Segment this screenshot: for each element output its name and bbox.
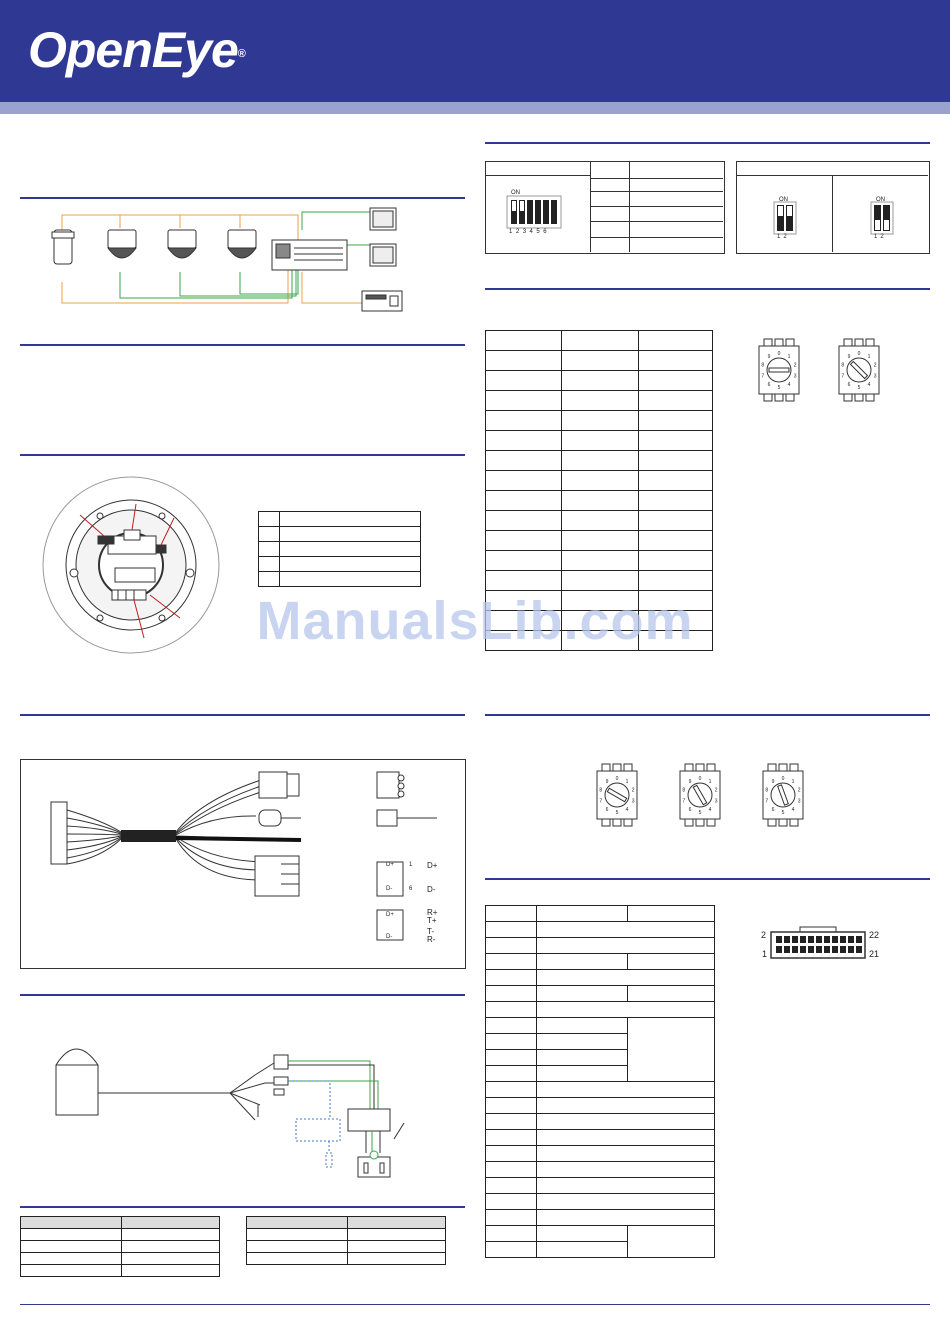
rotary-digit: 8 — [765, 787, 769, 794]
connector-pin — [808, 936, 814, 943]
rotary-digit: 1 — [787, 354, 791, 361]
rotary-digit: 4 — [787, 381, 791, 388]
connector-pin-2-label: 2 — [761, 930, 767, 940]
connector-pin — [832, 946, 838, 953]
dip2-on-label-b: ON — [876, 197, 885, 203]
camera-bullet-icon — [52, 230, 74, 264]
rotary-digit: 6 — [767, 381, 771, 388]
rotary-digit: 2 — [631, 787, 635, 794]
terminal-d-minus-label: D- — [427, 885, 436, 894]
rotary-digit: 2 — [873, 362, 877, 369]
connector-pin — [856, 946, 862, 953]
watermark-text: ManualsLib.com — [256, 591, 694, 651]
pin-assignment-table — [485, 905, 715, 1258]
rotary-digit: 2 — [797, 787, 801, 794]
connector-pin — [792, 946, 798, 953]
dvr-recorder-icon — [272, 240, 347, 270]
rotary-digit: 0 — [615, 776, 619, 782]
rotary-digit: 1 — [791, 779, 795, 786]
rotary-switch-icon — [760, 763, 806, 834]
terminal-t-plus-label: T+ — [427, 916, 437, 925]
rotary-digit: 5 — [857, 385, 861, 391]
rotary-digit: 7 — [599, 798, 603, 805]
rotary-digit: 7 — [761, 373, 765, 380]
connector-pin — [816, 936, 822, 943]
terminal-pin-6: 6 — [409, 886, 413, 892]
rotary-digit: 3 — [793, 373, 797, 380]
connector-pin — [848, 936, 854, 943]
power-wiring-diagram — [40, 1035, 450, 1185]
footer-rule — [20, 1304, 930, 1305]
rotary-digit: 1 — [867, 354, 871, 361]
dip-position-labels: 123456 — [509, 229, 551, 235]
connector-pin — [784, 936, 790, 943]
connector-pin — [824, 936, 830, 943]
rotary-digit: 4 — [791, 806, 795, 813]
section-rule-4 — [20, 714, 465, 716]
connector-pin-21-label: 21 — [869, 949, 880, 959]
connector-pin — [800, 936, 806, 943]
section-rule-r3 — [485, 714, 930, 716]
rotary-digit: 4 — [867, 381, 871, 388]
rotary-digit: 6 — [847, 381, 851, 388]
terminal-d-plus-small: D+ — [386, 862, 394, 868]
rotary-digit: 7 — [765, 798, 769, 805]
dip2-positions-b: 12 — [874, 234, 887, 240]
terminal-d-plus-label: D+ — [427, 861, 438, 870]
rotary-digit: 7 — [841, 373, 845, 380]
rotary-digit: 5 — [777, 385, 781, 391]
rotary-digit: 1 — [708, 779, 712, 786]
dip2-on-label-a: ON — [779, 197, 788, 203]
rotary-digit: 7 — [682, 798, 686, 805]
section-rule-2 — [20, 344, 465, 346]
rotary-digit: 8 — [599, 787, 603, 794]
rotary-digit: 8 — [682, 787, 686, 794]
spec-table-right — [246, 1216, 446, 1265]
dome-camera-icon — [108, 230, 136, 258]
connector-pin — [808, 946, 814, 953]
rotary-digit: 9 — [688, 779, 692, 786]
terminal-t-minus-label: T- — [427, 927, 435, 936]
dip-on-label: ON — [511, 190, 520, 196]
section-rule-3 — [20, 454, 465, 456]
section-rule-r1 — [485, 142, 930, 144]
terminal-pin-1: 1 — [409, 862, 413, 868]
section-rule-system — [20, 197, 465, 199]
rotary-digit: 0 — [781, 776, 785, 782]
terminal-r-minus-label: R- — [427, 935, 436, 944]
connector-pin — [824, 946, 830, 953]
rotary-digit: 3 — [873, 373, 877, 380]
section-rule-6 — [20, 1206, 465, 1208]
section-rule-5 — [20, 994, 465, 996]
rotary-digit: 1 — [625, 779, 629, 786]
dip2-positions-a: 12 — [777, 234, 790, 240]
header-strip — [0, 102, 950, 114]
connector-pin — [840, 936, 846, 943]
rotary-digit: 3 — [631, 798, 635, 805]
connector-pin — [832, 936, 838, 943]
terminal-d-plus-small-2: D+ — [386, 912, 394, 918]
terminal-d-minus-small-2: D- — [386, 934, 393, 940]
rotary-digit: 9 — [847, 354, 851, 361]
rotary-digit: 5 — [615, 810, 619, 816]
rotary-digit: 9 — [767, 354, 771, 361]
rotary-switch-icon — [594, 763, 640, 834]
connector-pin — [784, 946, 790, 953]
dome-camera-icon — [228, 230, 256, 258]
rotary-digit: 8 — [761, 362, 765, 369]
connector-pin — [776, 936, 782, 943]
brand-logo: OpenEye® — [28, 22, 245, 78]
rotary-digit: 2 — [714, 787, 718, 794]
rotary-digit: 6 — [771, 806, 775, 813]
connector-pin — [848, 946, 854, 953]
connector-pin — [840, 946, 846, 953]
connector-pin — [816, 946, 822, 953]
rotary-digit: 9 — [771, 779, 775, 786]
section-rule-r4 — [485, 878, 930, 880]
system-diagram — [40, 200, 410, 315]
connector-pin — [792, 936, 798, 943]
dome-camera-icon — [168, 230, 196, 258]
keyboard-controller-icon — [362, 291, 402, 311]
connector-pin-1-label: 1 — [762, 949, 768, 959]
rotary-digit: 8 — [841, 362, 845, 369]
rotary-digit: 4 — [708, 806, 712, 813]
spec-table-left — [20, 1216, 220, 1277]
rotary-digit: 3 — [714, 798, 718, 805]
section-rule-r2 — [485, 288, 930, 290]
connector-pin-22-label: 22 — [869, 930, 880, 940]
rotary-switch-icon — [756, 338, 802, 409]
connector-pin — [856, 936, 862, 943]
connector-22pin-icon — [770, 926, 866, 960]
rotary-digit: 4 — [625, 806, 629, 813]
rotary-digit: 6 — [688, 806, 692, 813]
connector-pin — [776, 946, 782, 953]
dome-parts-table — [258, 511, 421, 587]
rotary-digit: 5 — [698, 810, 702, 816]
rotary-digit: 0 — [857, 351, 861, 357]
connector-pin — [800, 946, 806, 953]
rotary-digit: 0 — [698, 776, 702, 782]
cable-harness-diagram — [21, 760, 463, 966]
terminal-d-minus-small: D- — [386, 886, 393, 892]
rotary-digit: 3 — [797, 798, 801, 805]
monitor-icon — [370, 244, 396, 266]
rotary-digit: 0 — [777, 351, 781, 357]
rotary-digit: 5 — [781, 810, 785, 816]
rotary-switch-icon — [836, 338, 882, 409]
rotary-switch-icon — [677, 763, 723, 834]
terminal-r-plus-label: R+ — [427, 908, 438, 917]
monitor-icon — [370, 208, 396, 230]
rotary-digit: 2 — [793, 362, 797, 369]
rotary-digit: 9 — [605, 779, 609, 786]
rotary-digit: 6 — [605, 806, 609, 813]
